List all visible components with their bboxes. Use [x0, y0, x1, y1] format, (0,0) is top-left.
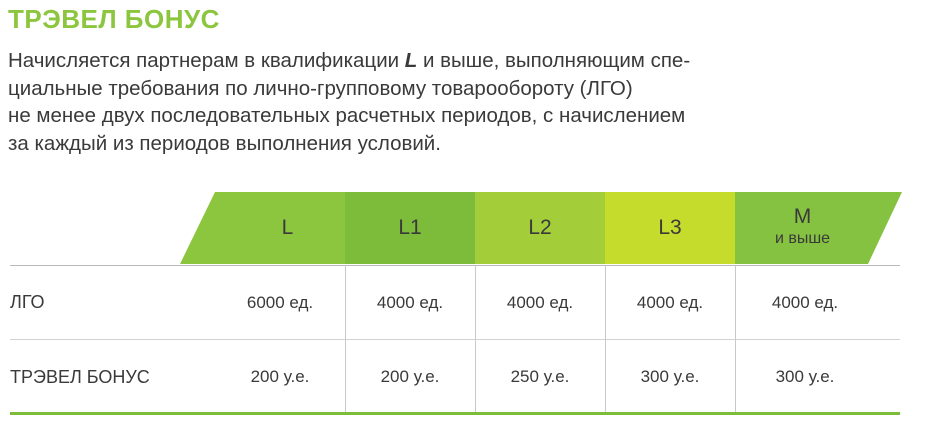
header-l1: L1 — [398, 216, 422, 239]
header-l2: L2 — [528, 216, 552, 239]
description-line-3: не менее двух последовательных расчетных периодов, с начислением — [8, 104, 686, 127]
table-cell: 300 у.е. — [775, 367, 835, 386]
table-cell: 4000 ед. — [376, 293, 444, 312]
col-separator — [475, 265, 476, 412]
table-cell: 200 у.е. — [380, 367, 440, 386]
description-line-4: за каждый из периодов выполнения условий. — [8, 131, 441, 155]
col-separator — [735, 265, 736, 412]
table-cell: 6000 ед. — [246, 293, 314, 312]
table-cell: 250 у.е. — [510, 367, 570, 386]
description-line-1: Начисляется партнерам в квалификации L и выше, выполняющим спе- — [8, 49, 691, 72]
table-cell: 200 у.е. — [250, 367, 310, 386]
table-cell: 4000 ед. — [771, 293, 839, 312]
table-cell: 300 у.е. — [640, 367, 700, 386]
row-divider — [10, 339, 900, 340]
header-m: M и выше — [774, 205, 831, 247]
description-line-2: циальные требования по лично-групповому товарообороту (ЛГО) — [8, 76, 633, 100]
col-separator — [345, 265, 346, 412]
header-divider — [10, 265, 900, 266]
table-cell: 4000 ед. — [636, 293, 704, 312]
qualification-l: L — [404, 49, 418, 72]
header-l: L — [281, 216, 294, 239]
page-title: ТРЭВЕЛ БОНУС — [8, 4, 220, 34]
row-label-travel-bonus: ТРЭВЕЛ БОНУС — [10, 367, 150, 387]
col-separator — [605, 265, 606, 412]
header-l3: L3 — [658, 216, 682, 239]
row-label-lgo: ЛГО — [10, 292, 45, 312]
description — [8, 47, 908, 157]
table-cell: 4000 ед. — [506, 293, 574, 312]
table-bottom-rule — [10, 412, 900, 415]
